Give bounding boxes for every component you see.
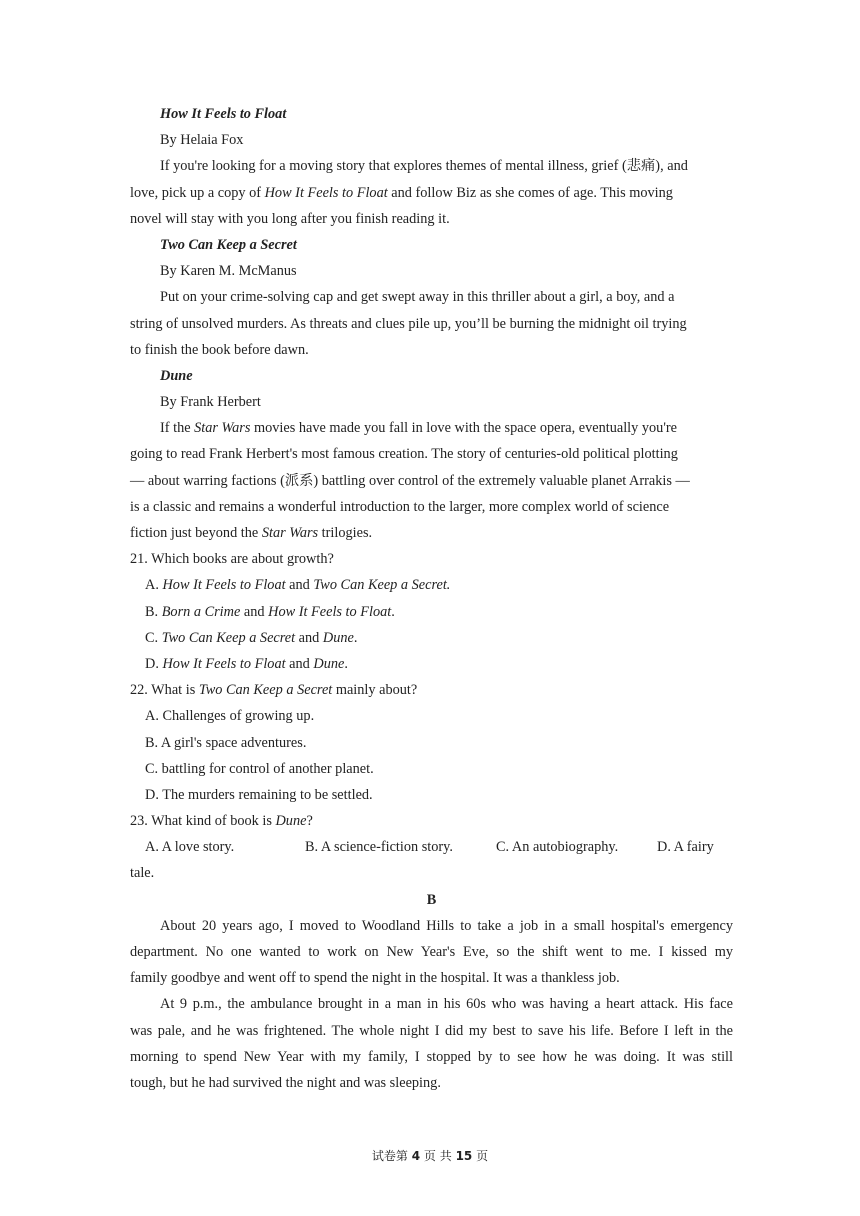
- book-description-line: [130, 311, 733, 337]
- text-run: and: [285, 577, 314, 594]
- italic-title: Dune: [322, 629, 354, 646]
- question-option: [130, 651, 733, 677]
- book-description-line: [130, 180, 733, 206]
- italic-title: Two Can Keep a Secret.: [313, 577, 451, 594]
- question-option: [130, 572, 733, 598]
- text-run: C. battling for control of another planet.: [145, 760, 374, 777]
- book-author: By Frank Herbert: [160, 394, 261, 411]
- book-author: By Karen M. McManus: [160, 263, 297, 280]
- book-author: By Helaia Fox: [160, 132, 244, 149]
- footer-mid: 页 共: [423, 1149, 452, 1163]
- text-run: .: [391, 603, 395, 620]
- text-run: B. A girl's space adventures.: [145, 734, 307, 751]
- reading-passage: [130, 913, 733, 1096]
- text-run: string of unsolved murders. As threats and clues pile up, you’ll be burning the midnight oil trying: [130, 315, 687, 332]
- italic-title: Dune: [313, 655, 345, 672]
- question-option: [130, 782, 733, 808]
- book-description-line: [130, 520, 733, 546]
- italic-title: How It Feels to Float: [162, 655, 286, 672]
- footer-suffix: 页: [476, 1149, 489, 1163]
- question-option: [130, 730, 733, 756]
- passage-line: About 20 years ago, I moved to Woodland Hills to take a job in a small hospital's emergency: [160, 917, 733, 934]
- text-run: and: [240, 603, 269, 620]
- book-description-line: [130, 441, 733, 467]
- book-description-line: [130, 284, 733, 310]
- question-stem: [130, 808, 733, 834]
- footer-prefix: 试卷第: [371, 1149, 408, 1163]
- book-description-line: [130, 468, 733, 494]
- text-run: 21. Which books are about growth?: [130, 551, 334, 568]
- italic-title: How It Feels to Float: [162, 577, 286, 594]
- italic-title: Two Can Keep a Secret: [198, 682, 333, 699]
- book-description-line: [130, 153, 733, 179]
- passage-line: was pale, and he was frightened. The whole night I did my best to save his life. Before I left in the: [130, 1022, 733, 1039]
- question-stem: [130, 677, 733, 703]
- italic-title: Star Wars: [194, 420, 251, 437]
- italic-title: Born a Crime: [161, 603, 241, 620]
- text-run: If you're looking for a moving story that explores themes of mental illness, grief (悲痛), and: [160, 158, 688, 175]
- question-option: [130, 703, 733, 729]
- italic-title: Star Wars: [261, 525, 319, 541]
- text-run: love, pick up a copy of: [130, 184, 265, 201]
- text-run: — about warring factions (派系) battling over control of the extremely valuable planet Arrakis —: [130, 472, 690, 489]
- text-run: B.: [145, 603, 162, 620]
- option-d: D. A fairy: [657, 839, 714, 856]
- passage-line: tough, but he had survived the night and was sleeping.: [130, 1074, 441, 1091]
- book-list: [130, 101, 733, 546]
- text-run: trilogies.: [318, 525, 373, 541]
- question-options-row: [130, 834, 733, 860]
- text-run: to finish the book before dawn.: [130, 341, 309, 358]
- question-23: [130, 808, 733, 887]
- option-d-continued: tale.: [130, 865, 155, 882]
- book-title: Two Can Keep a Secret: [160, 236, 297, 253]
- book-description-line: [130, 415, 733, 441]
- text-run: is a classic and remains a wonderful introduction to the larger, more complex world of science: [130, 498, 670, 515]
- text-run: mainly about?: [332, 682, 418, 699]
- passage-line: morning to spend New Year with my family, I stopped by to see how he was doing. It was still: [130, 1048, 733, 1065]
- page-footer: [0, 1147, 860, 1164]
- text-run: .: [353, 629, 358, 646]
- text-run: and follow Biz as she comes of age. This moving: [387, 184, 673, 201]
- text-run: D. The murders remaining to be settled.: [145, 786, 373, 803]
- book-description-line: [130, 206, 733, 232]
- book-title: How It Feels to Float: [160, 106, 287, 122]
- text-run: and: [285, 655, 314, 672]
- text-run: 23. What kind of book is: [130, 813, 276, 830]
- text-run: fiction just beyond the: [130, 525, 262, 541]
- footer-page-number: 4: [411, 1149, 421, 1163]
- exam-page: [130, 101, 733, 1096]
- text-run: novel will stay with you long after you finish reading it.: [130, 210, 450, 227]
- passage-line: At 9 p.m., the ambulance brought in a man in his 60s who was having a heart attack. His face: [160, 996, 733, 1013]
- passage-line: family goodbye and went off to spend the night in the hospital. It was a thankless job.: [130, 970, 620, 987]
- footer-total-pages: 15: [455, 1149, 473, 1163]
- passage-line: department. No one wanted to work on New Year's Eve, so the shift went to me. I kissed my: [130, 944, 733, 960]
- question-option: [130, 599, 733, 625]
- book-title: Dune: [160, 367, 193, 384]
- italic-title: How It Feels to Float: [264, 184, 388, 201]
- question-stem: [130, 546, 733, 572]
- text-run: going to read Frank Herbert's most famous creation. The story of centuries-old political plotting: [130, 446, 678, 463]
- book-description-line: [130, 494, 733, 520]
- text-run: D.: [145, 655, 163, 672]
- italic-title: How It Feels to Float: [268, 603, 392, 620]
- text-run: A. Challenges of growing up.: [145, 708, 315, 725]
- option-c: C. An autobiography.: [496, 839, 619, 856]
- text-run: C.: [145, 629, 162, 646]
- text-run: .: [344, 655, 348, 672]
- italic-title: Two Can Keep a Secret: [161, 629, 296, 646]
- book-description-line: [130, 337, 733, 363]
- option-b: B. A science-fiction story.: [305, 839, 453, 856]
- option-a: A. A love story.: [145, 839, 235, 856]
- question-list: [130, 546, 733, 808]
- question-option: [130, 756, 733, 782]
- text-run: movies have made you fall in love with the space opera, eventually you're: [250, 420, 677, 437]
- text-run: ?: [306, 813, 313, 830]
- text-run: and: [295, 629, 323, 646]
- section-heading: B: [426, 891, 437, 908]
- text-run: A.: [145, 577, 163, 594]
- question-option: [130, 625, 733, 651]
- text-run: 22. What is: [130, 682, 199, 699]
- italic-title: Dune: [275, 813, 307, 830]
- text-run: If the: [160, 420, 195, 437]
- text-run: Put on your crime-solving cap and get swept away in this thriller about a girl, a boy, and a: [160, 289, 675, 306]
